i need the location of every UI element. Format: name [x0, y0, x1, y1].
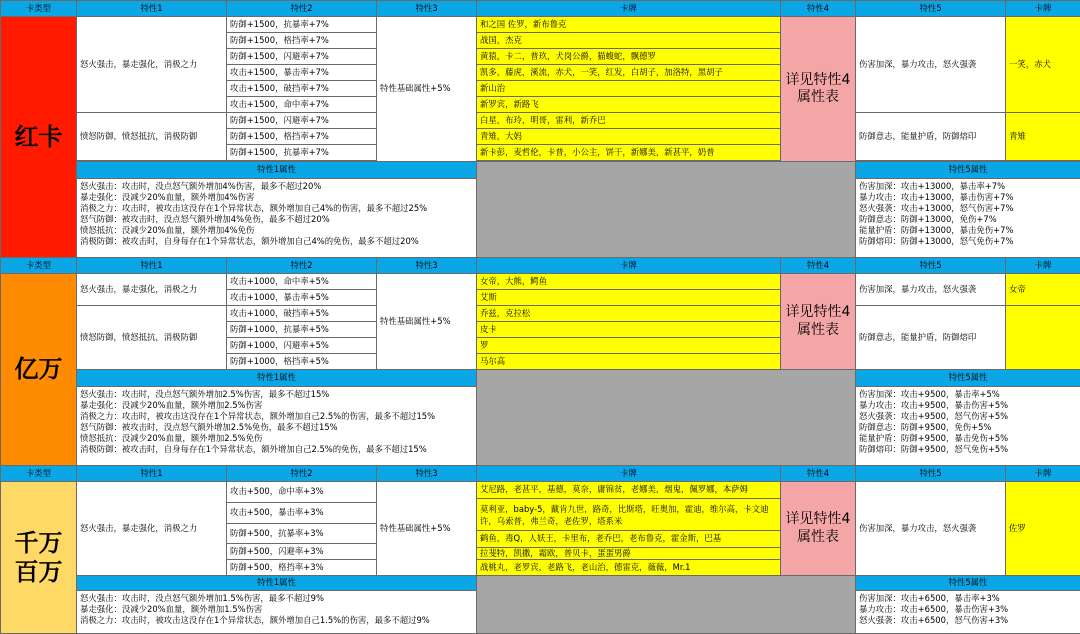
card-cell: 佐罗 [1005, 481, 1080, 576]
trait1-attr-list-line: 怒火强击：攻击时，没点怒气额外增加1.5%伤害，最多不超过9% [80, 593, 324, 603]
column-header: 特性1 [76, 257, 227, 274]
card-list-cell: 凯多，藤虎，溪流，赤犬，一笑，红发，白胡子，加洛特，黑胡子 [476, 64, 781, 81]
trait2-cell: 防御+1000，格挡率+5% [226, 353, 377, 370]
trait5-attr-list-line: 伤害加深：攻击+13000，暴击率+7% [859, 181, 1006, 191]
trait2-cell: 防御+1500，抗暴率+7% [226, 144, 377, 161]
trait5-cell: 防御意志，能量护盾，防御熔印 [855, 305, 1006, 370]
card-type-label: 千万 百万 [0, 481, 77, 634]
trait1-attr-list-line: 愤怒抵抗：没减少20%血量，额外增加4%免伤 [80, 225, 255, 235]
trait1-attr-list-line: 消极防御：被攻击时，自身每存在1个异常状态，额外增加自己2.5%的免伤，最多不超过15% [80, 444, 427, 454]
trait5-attr-list-line: 暴力攻击：攻击+9500，暴击伤害+5% [859, 400, 1009, 410]
trait2-cell: 防御+1500，闪避率+7% [226, 48, 377, 65]
card-list-cell: 艾尼路，老甚平，基德，莫奈，庸锦贫，老娜美，烟鬼，佩罗娜，本萨姆 [476, 481, 781, 499]
card-list-cell: 和之国 佐罗，新布鲁克 [476, 16, 781, 33]
card-list-cell: 艾斯 [476, 289, 781, 306]
card-list-cell: 马尔高 [476, 353, 781, 370]
trait1-cell: 愤怒防御，愤怒抵抗，消极防御 [76, 112, 227, 161]
column-header: 卡牌 [476, 257, 781, 274]
trait5-attr-list-line: 暴力攻击：攻击+6500，暴击伤害+3% [859, 604, 1009, 614]
trait1-attr-list-line: 怒气防御：被攻击时，没点怒气额外增加4%免伤，最多不超过20% [80, 214, 330, 224]
trait5-attr-list [855, 178, 1080, 258]
trait2-cell: 攻击+1000，暴击率+5% [226, 289, 377, 306]
card-list-cell: 战国，杰克 [476, 32, 781, 49]
card-cell [1005, 305, 1080, 370]
card-list-cell: 黄猿，卡二，普玖，犬岗公爵，猫蝮蛇，飘德罗 [476, 48, 781, 65]
trait5-attr-list-line: 暴力攻击：攻击+13000，暴击伤害+7% [859, 192, 1014, 202]
trait2-cell: 攻击+1500，破挡率+7% [226, 80, 377, 97]
gray-filler [476, 369, 856, 466]
column-header: 特性3 [376, 0, 477, 17]
trait5-attr-header: 特性5属性 [855, 161, 1080, 179]
trait1-cell: 愤怒防御，愤怒抵抗，消极防御 [76, 305, 227, 370]
column-header: 卡类型 [0, 465, 77, 482]
trait2-cell: 攻击+1000，破挡率+5% [226, 305, 377, 322]
trait5-cell: 伤害加深，暴力攻击，怒火强袭 [855, 16, 1006, 113]
column-header: 特性2 [226, 0, 377, 17]
gray-filler [476, 161, 856, 258]
trait1-cell: 怒火强击，暴走强化，消极之力 [76, 481, 227, 576]
trait5-attr-header: 特性5属性 [855, 369, 1080, 387]
card-type-label: 亿万 [0, 273, 77, 466]
trait1-attr-header: 特性1属性 [76, 575, 477, 591]
trait5-attr-list-line: 伤害加深：攻击+6500，暴击率+3% [859, 593, 1000, 603]
trait5-attr-list-line: 怒火强袭：攻击+9500，怒气伤害+5% [859, 411, 1009, 421]
trait1-attr-list-line: 愤怒抵抗：没减少20%血量，额外增加2.5%免伤 [80, 433, 263, 443]
trait1-attr-header: 特性1属性 [76, 369, 477, 387]
trait5-attr-list-line: 防御意志：防御+13000，免伤+7% [859, 214, 997, 224]
trait5-attr-list [855, 590, 1080, 634]
trait2-cell: 攻击+1500，命中率+7% [226, 96, 377, 113]
column-header: 特性1 [76, 465, 227, 482]
column-header: 特性3 [376, 465, 477, 482]
column-header: 特性1 [76, 0, 227, 17]
trait1-attr-list-line: 消极防御：被攻击时，自身每存在1个异常状态，额外增加自己4%的免伤，最多不超过20% [80, 236, 419, 246]
column-header: 特性4 [780, 0, 856, 17]
trait3-cell: 特性基础属性+5% [376, 16, 477, 162]
trait2-cell: 防御+500，闪避率+3% [226, 543, 377, 560]
card-list-cell: 皮卡 [476, 321, 781, 338]
trait5-attr-list-line: 怒火强袭：攻击+6500，怒气伤害+3% [859, 615, 1009, 625]
trait1-attr-list-line: 暴走强化：没减少20%血量，额外增加4%伤害 [80, 192, 255, 202]
card-list-cell: 罗 [476, 337, 781, 354]
trait2-cell: 防御+1000，抗暴率+5% [226, 321, 377, 338]
column-header: 卡牌 [476, 465, 781, 482]
trait2-cell: 攻击+500，命中率+3% [226, 481, 377, 503]
column-header: 特性5 [855, 257, 1006, 274]
trait4-cell: 详见特性4属性表 [780, 273, 856, 370]
card-cell: 一笑，赤犬 [1005, 16, 1080, 113]
column-header: 特性3 [376, 257, 477, 274]
trait1-attr-list-line: 消极之力：攻击时，被攻击这没存在1个异常状态，额外增加自己4%的伤害，最多不超过25% [80, 203, 428, 213]
trait1-attr-list [76, 386, 477, 466]
card-list-cell: 莫利亚，baby-5，戴肯九世，路奇，比斯塔，旺奥加，霍迪，维尔高，卡文迪许，乌索普，弗兰奇，老佐罗，塔系米 [476, 498, 781, 531]
card-list-cell: 女帝，大熊，鳄鱼 [476, 273, 781, 290]
trait5-attr-list [855, 386, 1080, 466]
column-header: 卡类型 [0, 257, 77, 274]
column-header: 特性5 [855, 0, 1006, 17]
column-header: 特性2 [226, 465, 377, 482]
card-list-cell: 拉斐特，凯撒，霜欧，普贝卡，蛋蛋男爵 [476, 547, 781, 560]
trait1-attr-list-line: 暴走强化：没减少20%血量，额外增加1.5%伤害 [80, 604, 263, 614]
column-header: 卡牌 [1005, 257, 1080, 274]
trait2-cell: 防御+1500，抗暴率+7% [226, 16, 377, 33]
trait4-cell: 详见特性4属性表 [780, 16, 856, 162]
trait2-cell: 防御+1500，格挡率+7% [226, 32, 377, 49]
card-list-cell: 新卡彭，麦哲伦，卡普，小公主，饼干，新娜美，新甚平，奶普 [476, 144, 781, 161]
card-type-label: 红卡 [0, 16, 77, 258]
gray-filler [476, 575, 856, 634]
trait2-cell: 攻击+500，暴击率+3% [226, 502, 377, 524]
trait1-attr-list-line: 暴走强化：没减少20%血量，额外增加2.5%伤害 [80, 400, 263, 410]
card-list-cell: 新罗宾，新路飞 [476, 96, 781, 113]
trait1-attr-header: 特性1属性 [76, 161, 477, 179]
column-header: 卡类型 [0, 0, 77, 17]
trait1-cell: 怒火强击，暴走强化，消极之力 [76, 273, 227, 306]
trait2-cell: 防御+1500，闪避率+7% [226, 112, 377, 129]
trait5-attr-list-line: 防御熔印：防御+13000，怒气免伤+7% [859, 236, 1014, 246]
column-header: 卡牌 [1005, 465, 1080, 482]
card-list-cell: 白星，布玲，明哥，雷利，新乔巴 [476, 112, 781, 129]
card-list-cell: 新山治 [476, 80, 781, 97]
trait1-attr-list [76, 590, 477, 634]
trait5-attr-header: 特性5属性 [855, 575, 1080, 591]
trait5-attr-list-line: 防御熔印：防御+9500，怒气免伤+5% [859, 444, 1009, 454]
trait2-cell: 防御+1000，闪避率+5% [226, 337, 377, 354]
trait1-attr-list-line: 怒气防御：被攻击时，没点怒气额外增加2.5%免伤，最多不超过15% [80, 422, 338, 432]
column-header: 特性4 [780, 257, 856, 274]
trait3-cell: 特性基础属性+5% [376, 273, 477, 370]
card-list-cell: 青雉，大妈 [476, 128, 781, 145]
trait5-attr-list-line: 怒火强袭：攻击+13000，怒气伤害+7% [859, 203, 1014, 213]
card-list-cell: 乔兹，克拉松 [476, 305, 781, 322]
trait5-attr-list-line: 能量护盾：防御+9500，暴击免伤+5% [859, 433, 1009, 443]
trait5-cell: 防御意志，能量护盾，防御熔印 [855, 112, 1006, 161]
trait5-attr-list-line: 防御意志：防御+9500，免伤+5% [859, 422, 992, 432]
trait4-cell: 详见特性4属性表 [780, 481, 856, 576]
trait1-attr-list-line: 消极之力：攻击时，被攻击这没存在1个异常状态，额外增加自己2.5%的伤害，最多不超过15% [80, 411, 436, 421]
trait2-cell: 攻击+1500，暴击率+7% [226, 64, 377, 81]
column-header: 卡牌 [476, 0, 781, 17]
card-cell: 女帝 [1005, 273, 1080, 306]
trait5-attr-list-line: 能量护盾：防御+13000，暴击免伤+7% [859, 225, 1014, 235]
trait2-cell: 防御+1500，格挡率+7% [226, 128, 377, 145]
trait1-attr-list [76, 178, 477, 258]
trait1-attr-list-line: 消极之力：攻击时，被攻击这没存在1个异常状态，额外增加自己1.5%的伤害，最多不超过9% [80, 615, 430, 625]
trait3-cell: 特性基础属性+5% [376, 481, 477, 576]
card-list-cell: 鹤鱼，毒Q，人妖王，卡里布，老乔巴，老布鲁克，霍金斯，巴基 [476, 530, 781, 548]
trait2-cell: 防御+500，抗暴率+3% [226, 523, 377, 544]
column-header: 特性2 [226, 257, 377, 274]
trait1-attr-list-line: 怒火强击：攻击时，没点怒气额外增加4%伤害，最多不超过20% [80, 181, 322, 191]
column-header: 卡牌 [1005, 0, 1080, 17]
trait1-cell: 怒火强击，暴走强化，消极之力 [76, 16, 227, 113]
card-list-cell: 战桃丸，老罗宾，老路飞，老山治，德雷克，薇薇，Mr.1 [476, 559, 781, 576]
trait5-cell: 伤害加深，暴力攻击，怒火强袭 [855, 481, 1006, 576]
trait5-cell: 伤害加深，暴力攻击，怒火强袭 [855, 273, 1006, 306]
card-cell: 青雉 [1005, 112, 1080, 161]
trait1-attr-list-line: 怒火强击：攻击时，没点怒气额外增加2.5%伤害，最多不超过15% [80, 389, 330, 399]
column-header: 特性5 [855, 465, 1006, 482]
trait2-cell: 防御+500，格挡率+3% [226, 559, 377, 576]
column-header: 特性4 [780, 465, 856, 482]
trait5-attr-list-line: 伤害加深：攻击+9500，暴击率+5% [859, 389, 1000, 399]
trait2-cell: 攻击+1000，命中率+5% [226, 273, 377, 290]
